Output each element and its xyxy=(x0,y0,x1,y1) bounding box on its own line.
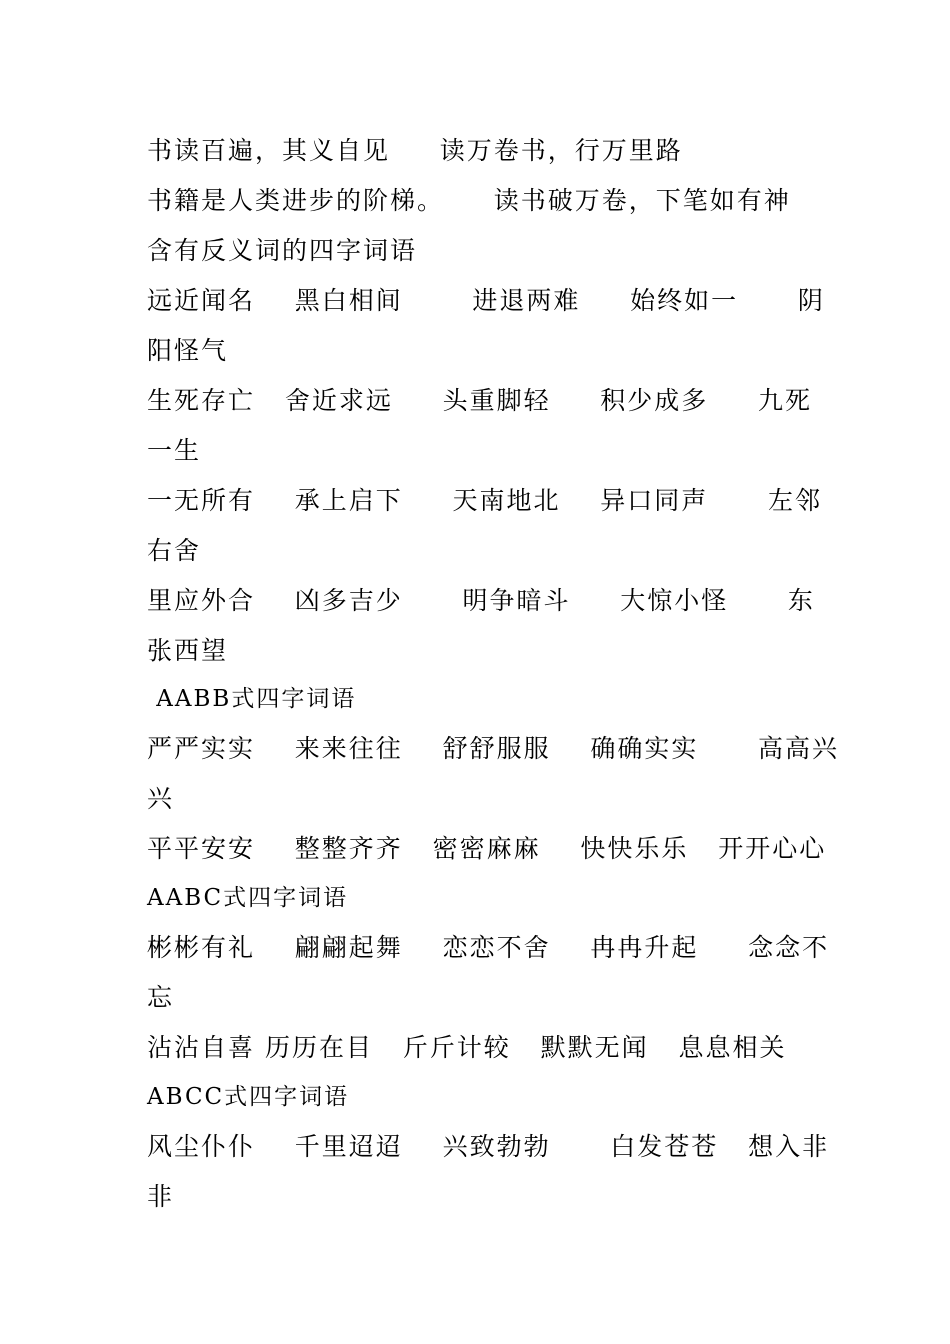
text-line-10: 里应外合 凶多吉少 明争暗斗 大惊小怪 东 xyxy=(147,586,815,615)
text-line-6: 生死存亡 舍近求远 头重脚轻 积少成多 九死 xyxy=(147,386,813,415)
text-line-8: 一无所有 承上启下 天南地北 异口同声 左邻 xyxy=(147,486,822,515)
section-heading-abcc: ABCC式四字词语 xyxy=(147,1084,350,1110)
text-line-4: 远近闻名 黑白相间 进退两难 始终如一 阴 xyxy=(147,286,825,315)
text-line-19: 沾沾自喜 历历在目 斤斤计较 默默无闻 息息相关 xyxy=(147,1033,787,1062)
text-line-1: 书读百遍，其义自见 读万卷书，行万里路 xyxy=(147,136,683,165)
section-heading-aabc: AABC式四字词语 xyxy=(147,885,349,911)
text-line-22: 非 xyxy=(147,1182,175,1211)
section-heading-aabb: AABB式四字词语 xyxy=(147,686,357,712)
text-line-14: 兴 xyxy=(147,784,175,813)
text-line-11: 张西望 xyxy=(147,636,229,665)
text-line-18: 忘 xyxy=(147,983,175,1012)
text-line-5: 阳怪气 xyxy=(147,336,229,365)
text-line-7: 一生 xyxy=(147,436,202,465)
text-line-21: 风尘仆仆 千里迢迢 兴致勃勃 白发苍苍 想入非 xyxy=(147,1132,830,1161)
text-line-17: 彬彬有礼 翩翩起舞 恋恋不舍 冉冉升起 念念不 xyxy=(147,933,830,962)
text-line-2: 书籍是人类进步的阶梯。 读书破万卷，下笔如有神 xyxy=(147,186,791,215)
text-line-13: 严严实实 来来往往 舒舒服服 确确实实 高高兴 xyxy=(147,734,840,763)
text-line-9: 右舍 xyxy=(147,536,202,565)
section-heading-antonyms: 含有反义词的四字词语 xyxy=(147,236,418,265)
text-line-15: 平平安安 整整齐齐 密密麻麻 快快乐乐 开开心心 xyxy=(147,834,827,863)
